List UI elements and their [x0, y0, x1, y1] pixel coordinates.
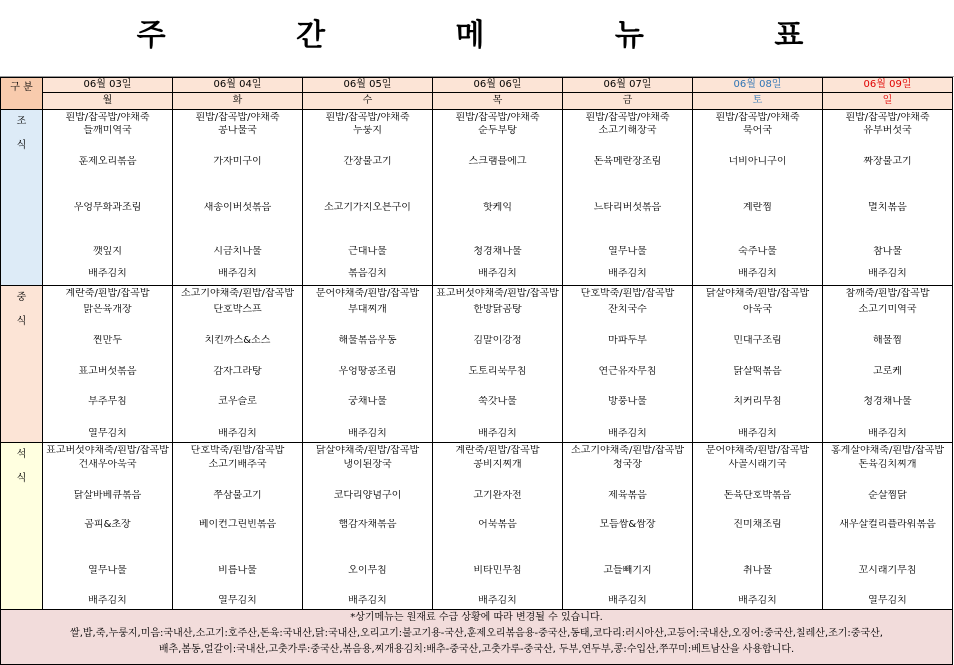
- menu-item: 새송이버섯볶음: [203, 202, 272, 213]
- menu-item: 청경채나물: [473, 246, 522, 257]
- note-line: 배추,봄동,얼갈이:국내산,고춧가루:중국산,볶음용,찌개용김치:배추-중국산,고춧가루-중국산, 두부,연두부,콩:수입산,쭈꾸미:베트남산을 사용합니다.: [158, 644, 795, 655]
- menu-item: 들깨미역국: [83, 125, 132, 136]
- menu-item: 닭살떡볶음: [733, 366, 782, 377]
- menu-item: 닭살바베큐볶음: [73, 490, 142, 501]
- menu-cell: [433, 286, 563, 443]
- menu-item: 비름나물: [218, 565, 257, 576]
- menu-item: 우엉땅콩조림: [338, 366, 397, 377]
- menu-item: 유부버섯국: [863, 125, 912, 136]
- menu-item: 돈육메란장조림: [593, 156, 662, 167]
- menu-item: 돈육단호박볶음: [723, 490, 792, 501]
- menu-item: 배추김치: [88, 268, 127, 279]
- menu-item: 참깨죽/흰밥/잡곡밥: [845, 288, 930, 299]
- menu-item: 도토리묵무침: [468, 366, 527, 377]
- meal-label: [1, 286, 43, 443]
- menu-cell: [823, 443, 953, 610]
- menu-item: 숙주나물: [738, 246, 777, 257]
- menu-item: 부대찌개: [348, 304, 387, 315]
- menu-item: 배추김치: [478, 268, 517, 279]
- menu-item: 배추김치: [608, 268, 647, 279]
- menu-item: 표고버섯볶음: [78, 366, 137, 377]
- breakfast-row: [1, 110, 953, 286]
- menu-item: 배추김치: [348, 595, 387, 606]
- menu-item: 소고기미역국: [858, 304, 917, 315]
- menu-item: 단호박스프: [213, 304, 262, 315]
- menu-item: 문어야채죽/흰밥/잡곡밥: [315, 288, 420, 299]
- menu-item: 홍게살야채죽/흰밥/잡곡밥: [831, 445, 944, 456]
- menu-item: 모듬쌈&쌈장: [599, 519, 656, 530]
- menu-item: 해물볶음우동: [338, 335, 397, 346]
- day-date: 06월 04일: [213, 79, 262, 90]
- menu-item: 깻잎지: [93, 246, 122, 257]
- menu-item: 냉이된장국: [343, 459, 392, 470]
- day-of-week: 금: [563, 92, 692, 108]
- menu-item: 단호박죽/흰밥/잡곡밥: [580, 288, 675, 299]
- header-label: 구 분: [1, 78, 43, 110]
- day-date: 06월 07일: [603, 79, 652, 90]
- menu-item: 콩비지찌개: [473, 459, 522, 470]
- menu-cell: [43, 286, 173, 443]
- menu-item: 순살찜닭: [868, 490, 907, 501]
- menu-cell: [433, 443, 563, 610]
- menu-item: 북어국: [743, 125, 772, 136]
- menu-item: 배추김치: [738, 595, 777, 606]
- menu-item: 흰밥/잡곡밥/야채죽: [455, 112, 540, 123]
- notes-row: [1, 610, 953, 665]
- menu-item: 볶음김치: [348, 268, 387, 279]
- meal-label-text: 중 식: [16, 292, 27, 327]
- menu-item: 연근유자무침: [598, 366, 657, 377]
- menu-item: 청경채나물: [863, 396, 912, 407]
- day-of-week: 화: [173, 92, 302, 108]
- menu-item: 감자그라탕: [213, 366, 262, 377]
- menu-item: 계란찜: [743, 202, 772, 213]
- menu-item: 스크램블에그: [468, 156, 527, 167]
- day-header: [823, 78, 953, 110]
- menu-cell: [303, 443, 433, 610]
- menu-item: 잔치국수: [608, 304, 647, 315]
- menu-item: 짜장불고기: [863, 156, 912, 167]
- menu-item: 시금치나물: [213, 246, 262, 257]
- menu-item: 문어야채죽/흰밥/잡곡밥: [705, 445, 810, 456]
- menu-item: 민대구조림: [733, 335, 782, 346]
- dinner-row: [1, 443, 953, 610]
- menu-item: 한방닭곰탕: [473, 304, 522, 315]
- menu-item: 코우슬로: [218, 396, 257, 407]
- menu-item: 간장불고기: [343, 156, 392, 167]
- menu-item: 치킨까스&소스: [204, 335, 271, 346]
- menu-item: 맑은육개장: [83, 304, 132, 315]
- menu-item: 궁채나물: [348, 396, 387, 407]
- menu-item: 소고기배추국: [208, 459, 267, 470]
- menu-item: 쑥갓나물: [478, 396, 517, 407]
- menu-cell: [433, 110, 563, 286]
- menu-item: 느타리버섯볶음: [593, 202, 662, 213]
- menu-item: 치커리무침: [733, 396, 782, 407]
- weekly-menu-table: [0, 77, 953, 665]
- menu-item: 배추김치: [478, 428, 517, 439]
- menu-item: 배추김치: [868, 428, 907, 439]
- menu-item: 돈육김치찌개: [858, 459, 917, 470]
- menu-item: 멸치볶음: [868, 202, 907, 213]
- menu-item: 배추김치: [478, 595, 517, 606]
- menu-item: 단호박죽/흰밥/잡곡밥: [190, 445, 285, 456]
- menu-item: 열무김치: [218, 595, 257, 606]
- menu-item: 마파두부: [608, 335, 647, 346]
- page-title: 주 간 메 뉴 표: [136, 18, 864, 53]
- menu-cell: [173, 286, 303, 443]
- menu-item: 흰밥/잡곡밥/야채죽: [195, 112, 280, 123]
- menu-cell: [303, 110, 433, 286]
- menu-cell: [693, 443, 823, 610]
- menu-item: 표고버섯야채죽/흰밥/잡곡밥: [436, 288, 559, 299]
- lunch-row: [1, 286, 953, 443]
- menu-item: 곰피&초장: [84, 519, 131, 530]
- menu-item: 열무김치: [868, 595, 907, 606]
- menu-item: 배추김치: [348, 428, 387, 439]
- menu-item: 근대나물: [348, 246, 387, 257]
- menu-item: 참나물: [873, 246, 902, 257]
- menu-cell: [693, 286, 823, 443]
- menu-cell: [173, 443, 303, 610]
- meal-label-text: 조 식: [16, 116, 27, 151]
- menu-item: 흰밥/잡곡밥/야채죽: [715, 112, 800, 123]
- menu-item: 열무나물: [608, 246, 647, 257]
- menu-item: 콩나물국: [218, 125, 257, 136]
- menu-item: 베이컨그린빈볶음: [198, 519, 277, 530]
- menu-item: 비타민무침: [473, 565, 522, 576]
- menu-item: 소고기해장국: [598, 125, 657, 136]
- day-date: 06월 09일: [863, 79, 912, 90]
- menu-item: 배추김치: [738, 428, 777, 439]
- menu-cell: [303, 286, 433, 443]
- day-header: [693, 78, 823, 110]
- menu-item: 배추김치: [738, 268, 777, 279]
- meal-label: [1, 110, 43, 286]
- menu-item: 우엉무화과조림: [73, 202, 142, 213]
- menu-item: 새우살컬리플라워볶음: [839, 519, 936, 530]
- menu-item: 배추김치: [218, 428, 257, 439]
- menu-item: 건새우아욱국: [78, 459, 137, 470]
- menu-item: 배추김치: [88, 595, 127, 606]
- menu-item: 가자미구이: [213, 156, 262, 167]
- menu-item: 배추김치: [608, 428, 647, 439]
- menu-item: 열무김치: [88, 428, 127, 439]
- day-date: 06월 03일: [83, 79, 132, 90]
- menu-item: 사골시래기국: [728, 459, 787, 470]
- menu-item: 찐만두: [93, 335, 122, 346]
- day-header: [433, 78, 563, 110]
- menu-item: 계란죽/흰밥/잡곡밥: [65, 288, 150, 299]
- note-line: 쌀,밥,죽,누룽지,미음:국내산,소고기:호주산,돈육:국내산,닭:국내산,오리고기:불고기용-국산,훈제오리볶음용-중국산,동태,코다리:러시아산,고등어:국내산,오징어:중국산,칠레산,조기:중국산,: [70, 628, 883, 639]
- menu-item: 진미채조림: [733, 519, 782, 530]
- menu-item: 아욱국: [743, 304, 772, 315]
- menu-item: 어묵볶음: [478, 519, 517, 530]
- menu-item: 누룽지: [353, 125, 382, 136]
- menu-item: 고기완자전: [473, 490, 522, 501]
- menu-cell: [563, 110, 693, 286]
- menu-item: 배추김치: [218, 268, 257, 279]
- menu-item: 계란죽/흰밥/잡곡밥: [455, 445, 540, 456]
- notes-cell: [1, 610, 953, 665]
- menu-item: 흰밥/잡곡밥/야채죽: [585, 112, 670, 123]
- day-date: 06월 05일: [343, 79, 392, 90]
- note-line: *상기메뉴는 원재료 수급 상황에 따라 변경될 수 있습니다.: [350, 612, 603, 623]
- menu-item: 훈제오리볶음: [78, 156, 137, 167]
- menu-item: 닭살야채죽/흰밥/잡곡밥: [705, 288, 810, 299]
- menu-item: 흰밥/잡곡밥/야채죽: [325, 112, 410, 123]
- day-of-week: 토: [693, 92, 822, 108]
- menu-cell: [173, 110, 303, 286]
- day-header: [173, 78, 303, 110]
- menu-item: 김말이강정: [473, 335, 522, 346]
- menu-cell: [823, 286, 953, 443]
- menu-item: 핫케익: [483, 202, 512, 213]
- menu-item: 너비아니구이: [728, 156, 787, 167]
- menu-item: 열무나물: [88, 565, 127, 576]
- menu-item: 꼬시래기무침: [858, 565, 917, 576]
- menu-item: 고들빼기지: [603, 565, 652, 576]
- menu-item: 해물찜: [873, 335, 902, 346]
- menu-item: 청국장: [613, 459, 642, 470]
- menu-item: 소고기야채죽/흰밥/잡곡밥: [571, 445, 684, 456]
- menu-item: 방풍나물: [608, 396, 647, 407]
- day-date: 06월 08일: [733, 79, 782, 90]
- menu-cell: [823, 110, 953, 286]
- menu-item: 흰밥/잡곡밥/야채죽: [65, 112, 150, 123]
- menu-item: 소고기가지오븐구이: [324, 202, 411, 213]
- menu-item: 코다리양념구이: [333, 490, 402, 501]
- menu-cell: [43, 110, 173, 286]
- day-date: 06월 06일: [473, 79, 522, 90]
- menu-item: 소고기야채죽/흰밥/잡곡밥: [181, 288, 294, 299]
- menu-item: 취나물: [743, 565, 772, 576]
- menu-item: 오이무침: [348, 565, 387, 576]
- header-row: [1, 78, 953, 110]
- day-header: [43, 78, 173, 110]
- menu-item: 배추김치: [608, 595, 647, 606]
- day-of-week: 월: [43, 92, 172, 108]
- menu-item: 햄감자채볶음: [338, 519, 397, 530]
- menu-cell: [693, 110, 823, 286]
- day-of-week: 수: [303, 92, 432, 108]
- menu-cell: [43, 443, 173, 610]
- day-header: [303, 78, 433, 110]
- menu-item: 배추김치: [868, 268, 907, 279]
- meal-label-text: 석 식: [16, 449, 27, 484]
- menu-item: 순두부탕: [478, 125, 517, 136]
- menu-item: 고로케: [873, 366, 902, 377]
- day-of-week: 목: [433, 92, 562, 108]
- day-header: [563, 78, 693, 110]
- menu-item: 표고버섯야채죽/흰밥/잡곡밥: [46, 445, 169, 456]
- meal-label: [1, 443, 43, 610]
- menu-item: 닭살야채죽/흰밥/잡곡밥: [315, 445, 420, 456]
- menu-cell: [563, 443, 693, 610]
- menu-item: 흰밥/잡곡밥/야채죽: [845, 112, 930, 123]
- menu-item: 쭈삼불고기: [213, 490, 262, 501]
- menu-item: 부추무침: [88, 396, 127, 407]
- day-of-week: 일: [823, 92, 952, 108]
- menu-item: 제육볶음: [608, 490, 647, 501]
- menu-cell: [563, 286, 693, 443]
